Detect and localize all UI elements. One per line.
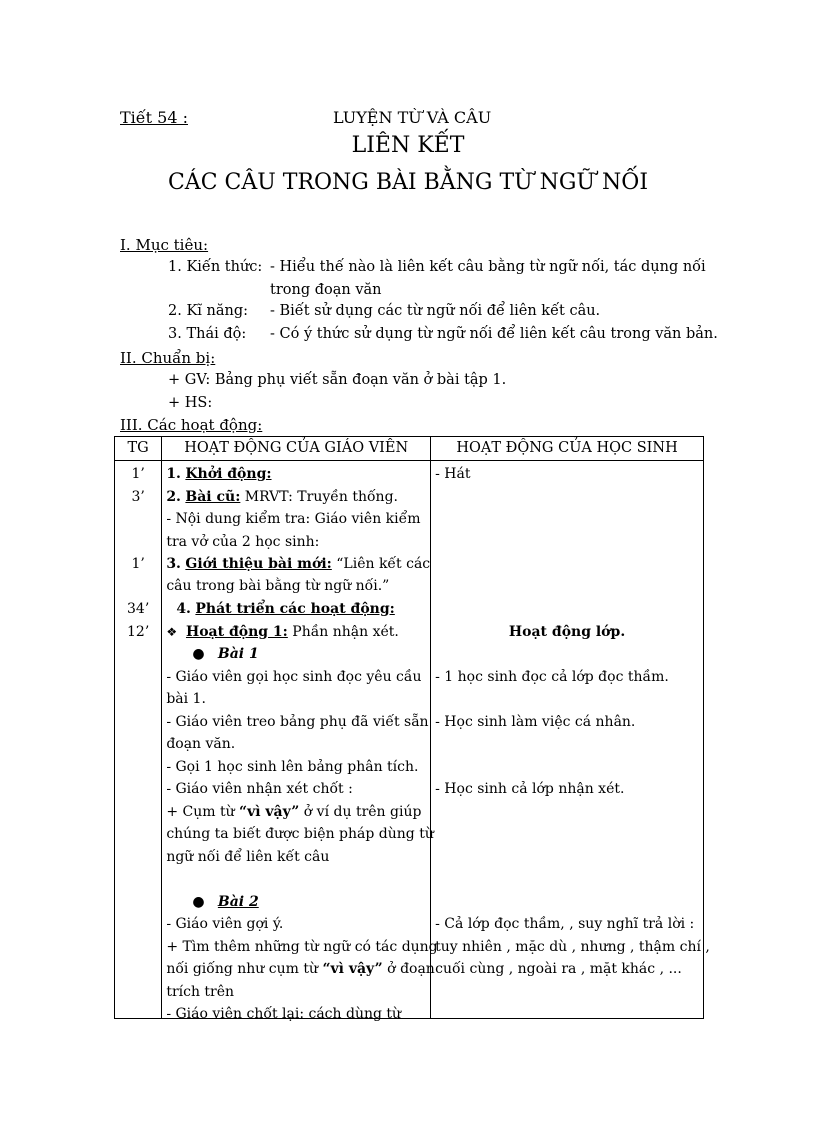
title-line-2: CÁC CÂU TRONG BÀI BẰNG TỪ NGỮ NỐI xyxy=(167,170,649,195)
teacher-line: - Nội dung kiểm tra: Giáo viên kiểm xyxy=(166,510,421,527)
student-line: - Cả lớp đọc thầm, , suy nghĩ trả lời : xyxy=(435,915,695,932)
teacher-line xyxy=(166,598,426,621)
skills-label: 2. Kĩ năng: xyxy=(168,303,249,319)
step-number: 2. xyxy=(166,488,181,505)
step-title: Bài cũ: xyxy=(185,488,241,505)
subject-heading: LUYỆN TỪ VÀ CÂU xyxy=(333,108,492,127)
teacher-line xyxy=(166,643,426,666)
teacher-line xyxy=(166,958,435,981)
exercise-title: Bài 1 xyxy=(217,645,259,662)
time-value: 1’ xyxy=(131,465,145,482)
teacher-line xyxy=(166,553,431,576)
step-number: 4. xyxy=(176,600,191,617)
step-text: “Liên kết các xyxy=(331,555,431,572)
step-title: Khởi động: xyxy=(185,465,272,482)
student-activity-title: Hoạt động lớp. xyxy=(508,623,626,640)
teacher-cell xyxy=(162,460,438,1022)
teacher-line: - Giáo viên treo bảng phụ đã viết sẵn xyxy=(166,713,429,730)
teacher-line: - Giáo viên gợi ý. xyxy=(166,915,284,932)
teacher-line xyxy=(166,891,426,914)
teacher-line: tra vở của 2 học sinh: xyxy=(166,533,320,550)
activity-text: Phần nhận xét. xyxy=(287,623,399,640)
time-value: 3’ xyxy=(131,488,145,505)
text-part: ở đoạn xyxy=(382,960,435,977)
column-header-student: HOẠT ĐỘNG CỦA HỌC SINH xyxy=(431,437,704,461)
lesson-number: Tiết 54 : xyxy=(120,108,188,127)
teacher-line: bài 1. xyxy=(166,690,206,707)
diamond-bullet-icon: ❖ xyxy=(166,624,178,639)
teacher-line: - Gọi 1 học sinh lên bảng phân tích. xyxy=(166,758,419,775)
time-cell xyxy=(115,460,162,1018)
teacher-line xyxy=(166,621,426,644)
teacher-line xyxy=(166,486,426,509)
step-number: 1. xyxy=(166,465,181,482)
knowledge-text-cont: trong đoạn văn xyxy=(270,282,382,298)
step-title: Phát triển các hoạt động: xyxy=(195,600,395,617)
teacher-line xyxy=(166,463,426,486)
title-line-1: LIÊN KẾT xyxy=(351,133,465,158)
attitude-text: - Có ý thức sử dụng từ ngữ nối để liên kết câu trong văn bản. xyxy=(270,326,718,342)
student-line: - Học sinh cả lớp nhận xét. xyxy=(435,780,625,797)
teacher-line xyxy=(166,801,426,824)
time-value: 12’ xyxy=(127,623,150,640)
keyword: “vì vậy” xyxy=(322,960,383,977)
knowledge-text: - Hiểu thế nào là liên kết câu bằng từ ngữ nối, tác dụng nối xyxy=(270,259,706,275)
teacher-line: - Giáo viên gọi học sinh đọc yêu cầu xyxy=(166,668,422,685)
step-number: 3. xyxy=(166,555,181,572)
student-line: - Hát xyxy=(435,465,471,482)
teacher-line: chúng ta biết được biện pháp dùng từ xyxy=(166,825,434,842)
teacher-line: câu trong bài bằng từ ngữ nối.” xyxy=(166,577,390,594)
preparation-hs: + HS: xyxy=(168,395,213,411)
student-line: - 1 học sinh đọc cả lớp đọc thầm. xyxy=(435,668,669,685)
knowledge-label: 1. Kiến thức: xyxy=(168,259,263,275)
student-line: cuối cùng , ngoài ra , mặt khác , ... xyxy=(435,960,682,977)
text-part: nối giống như cụm từ xyxy=(166,960,323,977)
student-cell xyxy=(431,460,710,1018)
activities-table xyxy=(114,436,710,1022)
preparation-heading: II. Chuẩn bị: xyxy=(120,349,216,367)
column-header-teacher: HOẠT ĐỘNG CỦA GIÁO VIÊN xyxy=(162,437,431,461)
teacher-line: đoạn văn. xyxy=(166,735,236,752)
text-part: + Cụm từ xyxy=(166,803,240,820)
step-title: Giới thiệu bài mới: xyxy=(185,555,332,572)
teacher-line: ngữ nối để liên kết câu xyxy=(166,848,330,865)
attitude-label: 3. Thái độ: xyxy=(168,326,247,342)
skills-text: - Biết sử dụng các từ ngữ nối để liên kết câu. xyxy=(270,303,601,319)
keyword: “vì vậy” xyxy=(239,803,300,820)
time-value: 1’ xyxy=(131,555,145,572)
teacher-line: - Giáo viên nhận xét chốt : xyxy=(166,780,353,797)
activity-title: Hoạt động 1: xyxy=(185,623,288,640)
column-header-time: TG xyxy=(115,437,162,461)
text-part: ở ví dụ trên giúp xyxy=(299,803,422,820)
preparation-gv: + GV: Bảng phụ viết sẵn đoạn văn ở bài tập 1. xyxy=(168,372,507,388)
table-row xyxy=(115,460,704,1018)
student-line: tuy nhiên , mặc dù , nhưng , thậm chí , xyxy=(435,938,710,955)
activities-heading: III. Các hoạt động: xyxy=(120,416,263,434)
teacher-line: + Tìm thêm những từ ngữ có tác dụng xyxy=(166,938,438,955)
objectives-heading: I. Mục tiêu: xyxy=(120,236,209,254)
exercise-title: Bài 2 xyxy=(217,893,259,910)
step-text: MRVT: Truyền thống. xyxy=(240,488,398,505)
teacher-line: - Giáo viên chốt lại: cách dùng từ xyxy=(166,1005,402,1022)
student-line: - Học sinh làm việc cá nhân. xyxy=(435,713,636,730)
table-header-row xyxy=(115,437,704,461)
bullet-icon: ● xyxy=(192,893,205,910)
bullet-icon: ● xyxy=(192,645,205,662)
time-value: 34’ xyxy=(127,600,150,617)
teacher-line: trích trên xyxy=(166,983,235,1000)
